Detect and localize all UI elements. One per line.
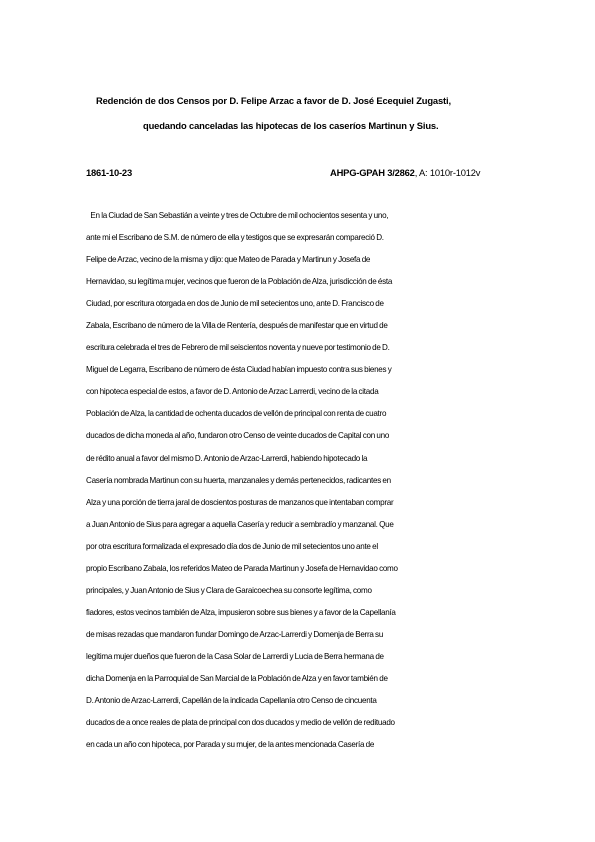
body-line: ducados de dicha moneda al año, fundaron otro Censo de veinte ducados de Capital con uno [86, 431, 390, 441]
archive-signature: AHPG-GPAH 3/2862 [330, 167, 415, 178]
body-line: con hipoteca especial de estos, a favor de D. Antonio de Arzac Larrerdi, vecino de la citada [86, 387, 379, 397]
body-line: escritura celebrada el tres de Febrero de mil seiscientos noventa y nueve por testimonio de D. [86, 343, 390, 353]
body-line: Hernavidao, su legítima mujer, vecinos que fueron de la Población de Alza, jurisdicción de ésta [86, 277, 393, 287]
archive-folios: , A: 1010r-1012v [414, 167, 481, 178]
body-line: por otra escritura formalizada el expresado día dos de Junio de mil setecientos uno ante el [86, 541, 378, 551]
body-line: Casería nombrada Martinun con su huerta, manzanales y demás pertenecidos, radicantes en [86, 475, 391, 485]
body-line: Felipe de Arzac, vecino de la misma y dijo: que Mateo de Parada y Martinun y Josefa de [86, 255, 371, 265]
body-line: En la Ciudad de San Sebastián a veinte y tres de Octubre de mil ochocientos sesenta y uno, [86, 211, 389, 220]
document-date: 1861-10-23 [86, 167, 132, 178]
body-line: ante mi el Escribano de S.M. de número de ella y testigos que se expresarán compareció D. [86, 233, 384, 243]
body-line: dicha Domenja en la Parroquial de San Marcial de la Población de Alza y en favor también de [86, 673, 388, 683]
body-line: de rédito anual a favor del mismo D. Antonio de Arzac-Larrerdi, habiendo hipotecado la [86, 453, 368, 463]
document-title-line-2: quedando canceladas las hipotecas de los caseríos Martinun y Sius. [143, 120, 439, 131]
body-line: Ciudad, por escritura otorgada en dos de Junio de mil setecientos uno, ante D. Francisco de [86, 299, 384, 309]
body-line: ducados de a once reales de plata de principal con dos ducados y medio de vellón de redituado [86, 718, 395, 728]
document-title-line-1: Redención de dos Censos por D. Felipe Arzac a favor de D. José Ecequiel Zugasti, [96, 95, 451, 106]
body-line: Miguel de Legarra, Escribano de número de ésta Ciudad habían impuesto contra sus bienes y [86, 365, 392, 375]
body-line: de misas rezadas que mandaron fundar Domingo de Arzac-Larrerdi y Domenja de Berra su [86, 629, 384, 639]
document-body [86, 210, 516, 761]
body-line: Zabala, Escribano de número de la Villa de Rentería, después de manifestar que en virtud de [86, 321, 388, 331]
body-line: Población de Alza, la cantidad de ochenta ducados de vellón de principal con renta de cuatro [86, 409, 387, 419]
body-line: a Juan Antonio de Sius para agregar a aquella Casería y reducir a sembradío y manzanal. Que [86, 519, 394, 529]
archive-reference [330, 167, 480, 178]
body-line: en cada un año con hipoteca, por Parada y su mujer, de la antes mencionada Casería de [86, 740, 375, 750]
body-line: Alza y una porción de tierra jaral de doscientos posturas de manzanos que intentaban comprar [86, 497, 394, 507]
body-line: propio Escribano Zabala, los referidos Mateo de Parada Martinun y Josefa de Hernavidao como [86, 563, 398, 573]
body-line: principales, y Juan Antonio de Sius y Clara de Garaicoechea su consorte legítima, como [86, 585, 372, 595]
body-line: legítima mujer dueños que fueron de la Casa Solar de Larrerdi y Lucia de Berra hermana de [86, 651, 384, 661]
body-line: fiadores, estos vecinos también de Alza, impusieron sobre sus bienes y a favor de la Capellanía [86, 607, 396, 617]
body-line: D. Antonio de Arzac-Larrerdi, Capellán de la indicada Capellanía otro Censo de cincuenta [86, 696, 377, 706]
